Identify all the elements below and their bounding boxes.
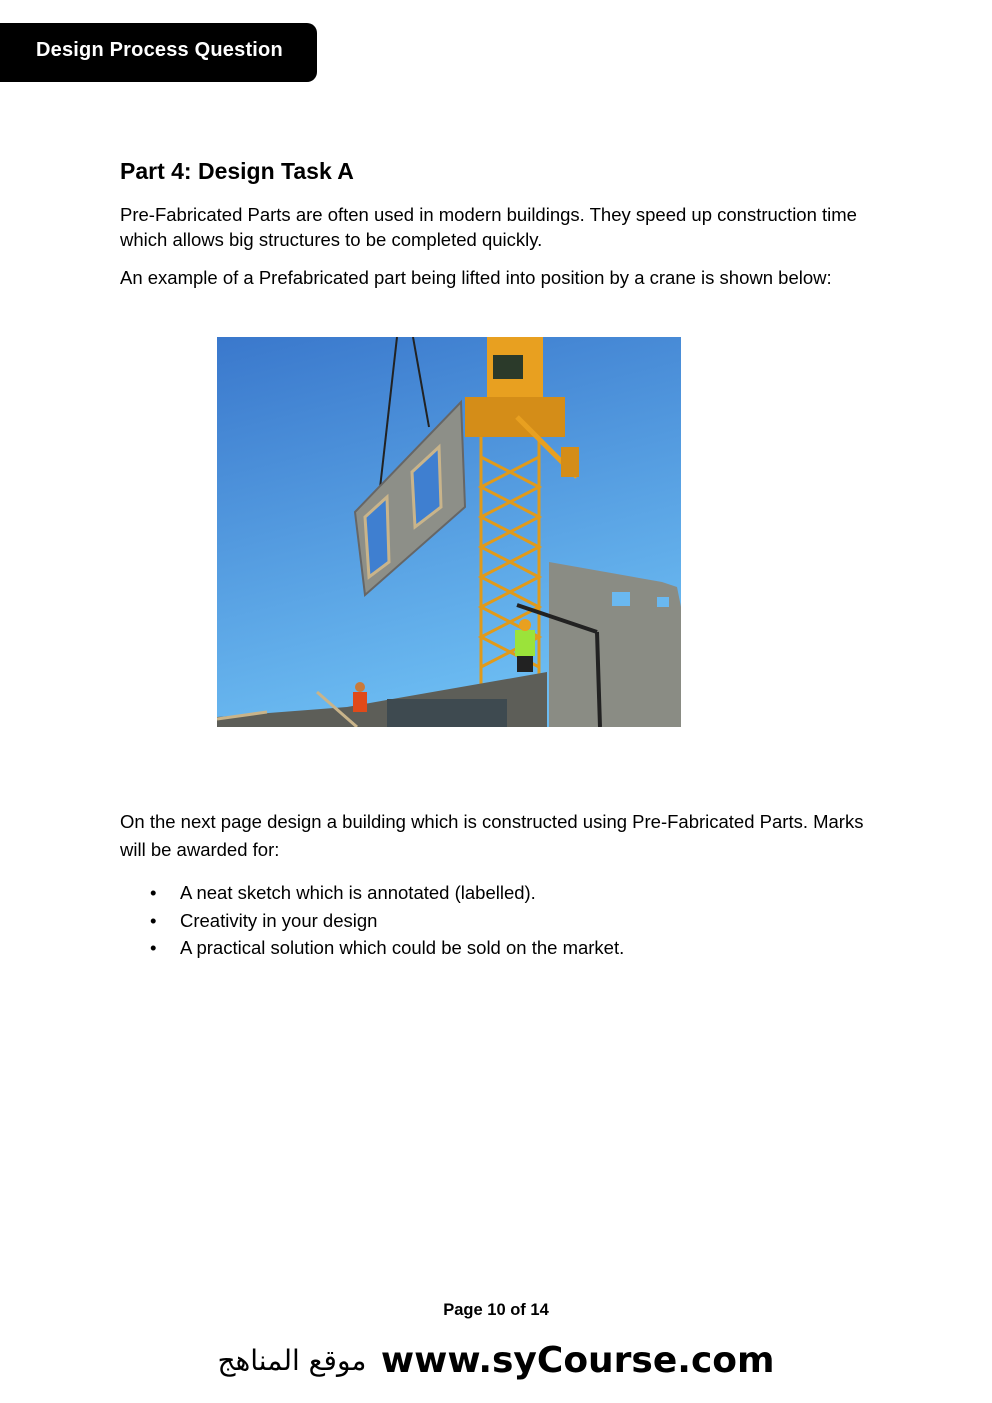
bullet-icon: • <box>150 937 157 958</box>
list-item: • A practical solution which could be sold on the market. <box>120 934 624 962</box>
page-number: Page 10 of 14 <box>443 1301 549 1319</box>
watermark <box>0 1340 992 1381</box>
bullet-icon: • <box>150 882 157 903</box>
list-item: • A neat sketch which is annotated (labelled). <box>120 879 624 907</box>
bullet-icon: • <box>150 909 157 931</box>
list-item: • Creativity in your design <box>120 907 624 935</box>
watermark-url[interactable]: www.syCourse.com <box>380 1340 775 1381</box>
marks-criteria-list <box>120 879 624 962</box>
header-tab <box>0 23 317 82</box>
section-heading: Part 4: Design Task A <box>120 158 354 184</box>
example-paragraph: An example of a Prefabricated part being lifted into position by a crane is shown below: <box>120 267 832 288</box>
intro-paragraph: Pre-Fabricated Parts are often used in modern buildings. They speed up construction time which allows big structures to be completed quickly. <box>120 204 857 250</box>
watermark-arabic: موقع المناهج <box>217 1344 367 1377</box>
crane-lifting-prefab-photo <box>217 337 681 727</box>
header-tab-label: Design Process Question <box>36 39 283 61</box>
task-instruction: On the next page design a building which is constructed using Pre-Fabricated Parts. Marks will be awarded for: <box>120 811 864 860</box>
